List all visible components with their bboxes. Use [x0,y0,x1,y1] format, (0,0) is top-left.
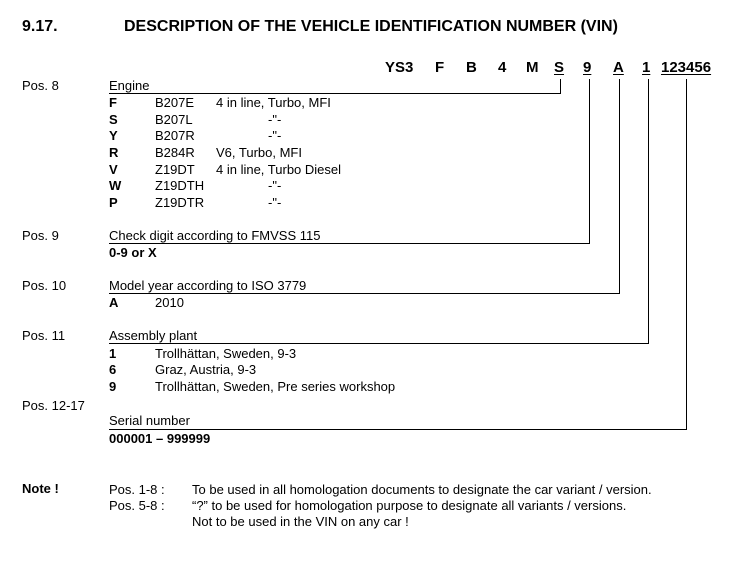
engine-desc: 4 in line, Turbo, MFI [216,95,331,110]
model-year-code: A [109,295,119,310]
page-title: DESCRIPTION OF THE VEHICLE IDENTIFICATION NUMBER (VIN) [124,18,618,35]
engine-type: B207L [155,112,193,127]
engine-type: Z19DT [155,162,195,177]
plant-code: 9 [109,379,117,394]
note-text: To be used in all homologation documents to designate the car variant / version. [192,482,652,497]
vin-char-6: 4 [498,59,507,76]
plant-code: 6 [109,362,117,377]
engine-type: B284R [155,145,195,160]
plant-title: Assembly plant [109,328,198,343]
engine-desc: V6, Turbo, MFI [216,145,302,160]
pos-label-engine: Pos. 8 [22,78,59,93]
note-text: Not to be used in the VIN on any car ! [192,514,409,529]
engine-title: Engine [109,78,150,93]
plant-code: 1 [109,346,117,361]
note-label: Note ! [22,481,59,496]
check-title: Check digit according to FMVSS 115 [109,228,321,243]
engine-desc: -"- [268,178,282,193]
engine-type: B207E [155,95,195,110]
engine-code: W [109,178,122,193]
vin-char-4: F [435,59,445,76]
note-text: “?” to be used for homologation purpose to designate all variants / versions. [192,498,627,513]
pos-label-serial: Pos. 12-17 [22,398,85,413]
connector-pos8 [109,79,561,94]
note-pos: Pos. 1-8 : [109,482,165,497]
check-values: 0-9 or X [109,245,157,260]
engine-desc: -"- [268,195,282,210]
engine-code: Y [109,128,118,143]
engine-desc: 4 in line, Turbo Diesel [216,162,342,177]
pos-label-check: Pos. 9 [22,228,59,243]
section-number: 9.17. [22,18,58,35]
engine-type: B207R [155,128,195,143]
vin-char-10: A [613,59,624,76]
vin-char-9: 9 [583,59,592,76]
pos-label-plant: Pos. 11 [22,328,66,343]
model-year-title: Model year according to ISO 3779 [109,278,307,293]
pos-label-model-year: Pos. 10 [22,278,67,293]
vin-char-11: 1 [642,59,651,76]
engine-desc: -"- [268,128,282,143]
engine-code: R [109,145,119,160]
engine-code: P [109,195,118,210]
vin-char-8: S [554,59,565,76]
engine-type: Z19DTR [155,195,205,210]
vin-char-5: B [466,59,477,76]
vin-char-wmi: YS3 [385,59,414,76]
engine-code: V [109,162,118,177]
plant-desc: Trollhättan, Sweden, 9-3 [155,346,297,361]
plant-desc: Graz, Austria, 9-3 [155,362,257,377]
engine-desc: -"- [268,112,282,127]
model-year-value: 2010 [155,295,184,310]
engine-type: Z19DTH [155,178,205,193]
serial-range: 000001 – 999999 [109,431,211,446]
engine-code: F [109,95,117,110]
engine-code: S [109,112,118,127]
plant-desc: Trollhättan, Sweden, Pre series workshop [155,379,396,394]
note-pos: Pos. 5-8 : [109,498,165,513]
serial-title: Serial number [109,413,190,428]
vin-serial: 123456 [661,59,712,76]
vin-char-7: M [526,59,539,76]
